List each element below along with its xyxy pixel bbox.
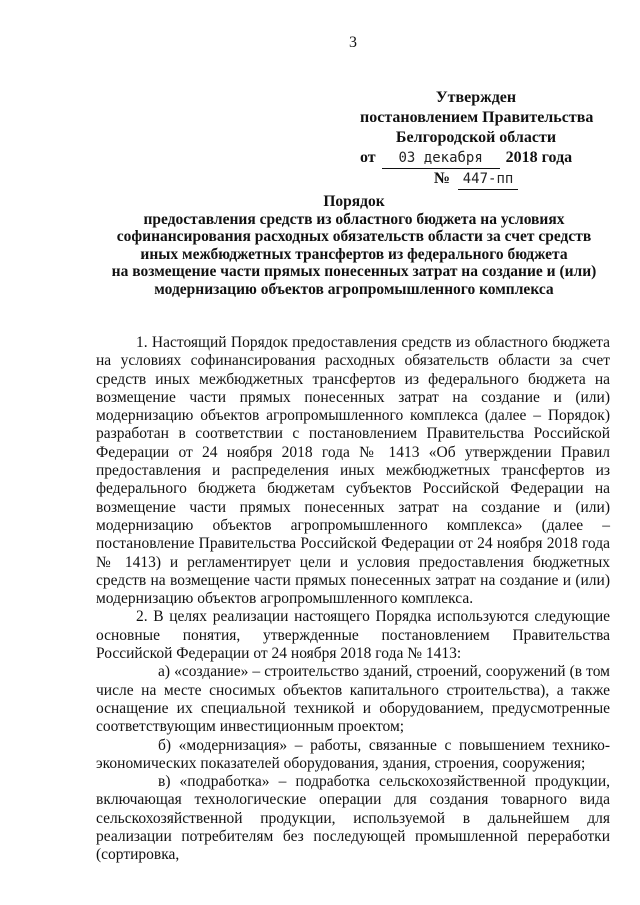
paragraph-2: 2. В целях реализации настоящего Порядка используются следующие основные понятия, утвержденные постановлением Правительства Российской Федерации от 24 ноября 2018 года № 1413: [96,608,610,663]
title-line-2: предоставления средств из областного бюджета на условиях [143,210,565,228]
page-number: 3 [349,34,357,51]
date-year: 2018 года [505,149,573,166]
approval-title: Утвержден [435,89,517,106]
approval-number-line [360,169,592,190]
handwritten-number: 447-пп [458,169,518,190]
title-line-5: на возмещение части прямых понесенных затрат на создание и (или) [111,263,597,280]
document-title [96,193,612,298]
approval-block [360,88,592,190]
handwritten-date: 03 декабря [382,148,500,169]
title-line-6: модернизацию объектов агропромышленного комплекса [154,280,554,298]
definition-a: а) «создание» – строительство зданий, строений, сооружений (в том числе на месте сносимых объектов капитального строительства), а также оснащение их специальной техникой и оборудованием, предусмотренные соответствующим инвестиционным проектом; [96,663,610,736]
title-heading: Порядок [323,193,385,210]
definition-b: б) «модернизация» – работы, связанные с повышением технико-экономических показателей оборудования, здания, строения, сооружения; [96,736,610,772]
approval-region: Белгородской области [395,129,557,146]
paragraph-1: 1. Настоящий Порядок предоставления средств из областного бюджета на условиях софинансирования расходных обязательств области за счет средств иных межбюджетных трансфертов из федерального бюджета на возмещение части прямых понесенных затрат на создание и (или) модернизацию объектов агропромышленного комплекса (далее – Порядок) разработан в соответствии с постановлением Правительства Российской Федерации от 24 ноября 2018 года № 1413 «Об утверждении Правил предоставления и распределения иных межбюджетных трансфертов из федерального бюджета бюджетам субъектов Российской Федерации на возмещение части прямых понесенных затрат на создание и (или) модернизацию объектов агропромышленного комплекса» (далее – постановление Правительства Российской Федерации от 24 ноября 2018 года № 1413) и регламентирует цели и условия предоставления бюджетных средств на возмещение части прямых понесенных затрат на создание и (или) модернизацию объектов агропромышленного комплекса. [96,334,610,608]
date-prefix: от [360,149,376,166]
definition-v: в) «подработка» – подработка сельскохозяйственной продукции, включающая технологические операции для создания товарного вида сельскохозяйственной продукции, используемой в дальнейшем для реализации потребителям без последующей промышленной переработки (сортировка, [96,773,610,864]
title-line-4: иных межбюджетных трансфертов из федерального бюджета [140,245,568,263]
number-prefix: № [433,170,451,187]
title-line-3: софинансирования расходных обязательств области за счет средств [116,228,592,245]
document-body [96,334,610,865]
approval-authority: постановлением Правительства [360,109,594,126]
approval-date-line [360,148,592,169]
